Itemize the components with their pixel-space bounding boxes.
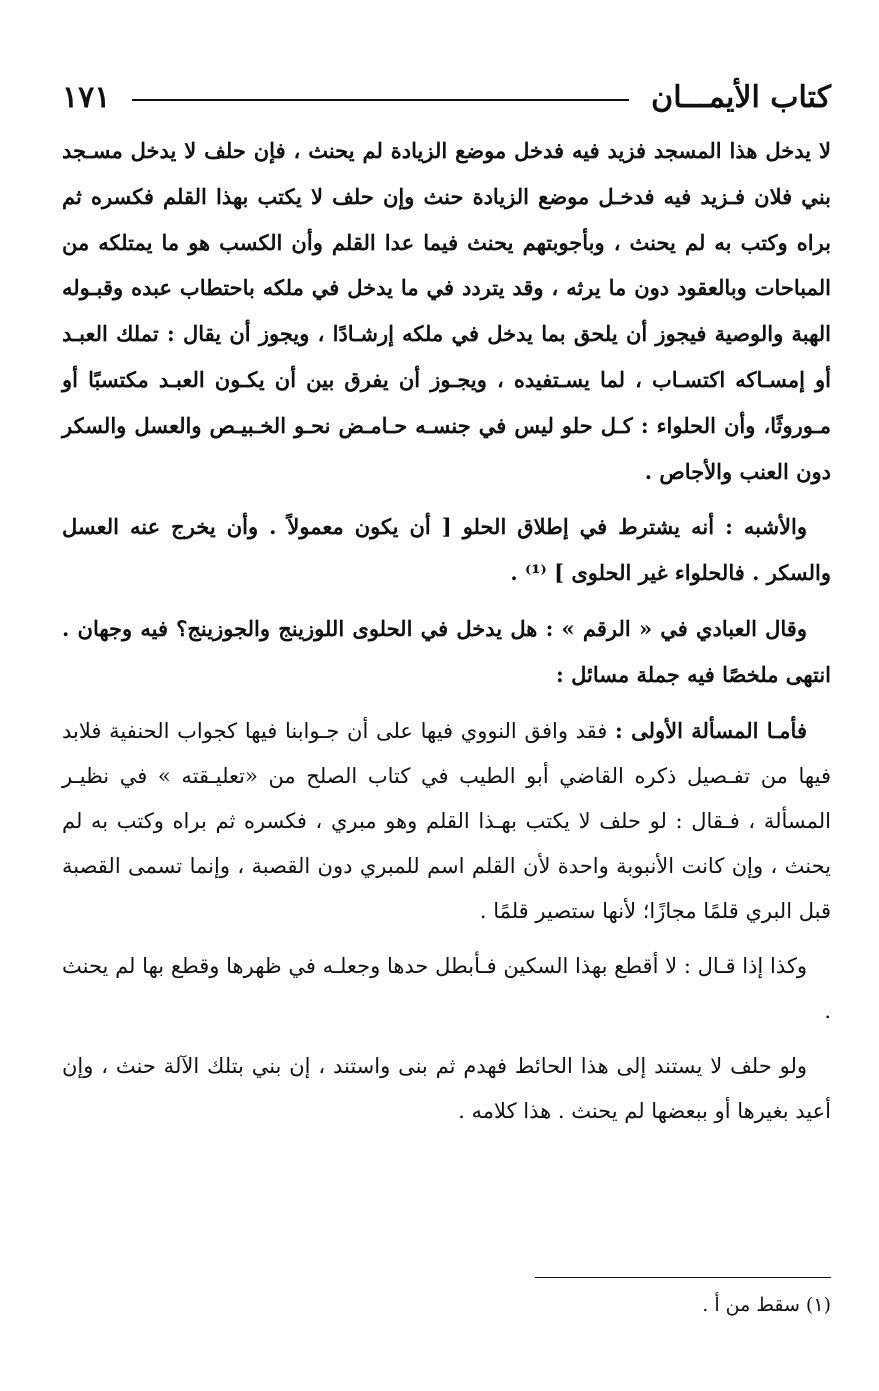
footnote: (١) سقط من أ . <box>702 1294 831 1316</box>
page-body <box>62 128 831 1134</box>
paragraph-text: وكذا إذا قـال : لا أقطع بهذا السكين فـأبطل حدها وجعلـه في ظهرها وقطع بها لم يحنث . <box>62 953 831 1023</box>
footnote-rule <box>535 1277 831 1278</box>
paragraph-text: فقد وافق النووي فيها على أن جـوابنا فيها كجواب الحنفية فلابد فيها من تفـصيل ذكره القاضي أبو الطيب في كتاب الصلح من «تعليـقته » في نظيـر المسألة ، فـقال : لو حلف لا يكتب بهـذا القلم وهو مبري ، فكسره ثم براه وكتب به لم يحنث ، وإن كانت الأنبوبة واحدة لأن القلم اسم للمبري دون القصبة ، وإنما تسمى القصبة قبل البري قلمًا مجازًا؛ لأنها ستصير قلمًا . <box>62 718 831 923</box>
paragraph-5 <box>62 944 831 1034</box>
paragraph-text: وقال العبادي في « الرقم » : هل يدخل في الحلوى اللوزينج والجوزينج؟ فيه وجهان . انتهى ملخصًا فيه جملة مسائل : <box>62 615 831 687</box>
paragraph-text: والأشبه : أنه يشترط في إطلاق الحلو [ أن يكون معمولاً . وأن يخرج عنه العسل والسكر . فالحلواء غير الحلوى ] ⁽¹⁾ . <box>62 514 831 586</box>
paragraph-text: لا يدخل هذا المسجد فزيد فيه فدخل موضع الزيادة لم يحنث ، فإن حلف لا يدخل مسـجد بني فلان فـزيد فيه فدخـل موضع الزيادة حنث وإن حلف لا يكتب بهذا القلم فكسره ثم براه وكتب به لم يحنث ، وبأجوبتهم يحنث فيما عدا القلم وأن الكسب هو ما يمتلكه من المباحات وبالعقود دون ما يرثه ، وقد يتردد في ما يدخل في ملكه باحتطاب عبده وقبـوله الهبة والوصية فيجوز أن يلحق بما يدخل في ملكه إرشـادًا ، ويجوز أن يقال : تملك العبـد أو إمسـاكه اكتسـاب ، لما يسـتفيده ، ويجـوز أن يفرق بين أن يكـون العبـد مكتسبًا أو مـوروثًا، وأن الحلواء : كـل حلو ليس في جنسـه حـامـض نحـو الخـبيـص والعسل والسكر دون العنب والأجاص . <box>62 138 831 484</box>
paragraph-lead: فأمـا المسألة الأولى : <box>615 717 807 743</box>
paragraph-4 <box>62 708 831 934</box>
paragraph-text: ولو حلف لا يستند إلى هذا الحائط فهدم ثم بنى واستند ، إن بني بتلك الآلة حنث ، وإن أعيد بغيرها أو ببعضها لم يحنث . هذا كلامه . <box>62 1053 831 1123</box>
page-header <box>62 72 831 122</box>
header-rule <box>132 99 629 101</box>
paragraph-6 <box>62 1044 831 1134</box>
book-title: كتاب الأيمـــان <box>651 79 831 115</box>
paragraph-1 <box>62 128 831 494</box>
paragraph-2 <box>62 504 831 596</box>
paragraph-3 <box>62 606 831 698</box>
page-number: ١٧١ <box>62 79 111 115</box>
